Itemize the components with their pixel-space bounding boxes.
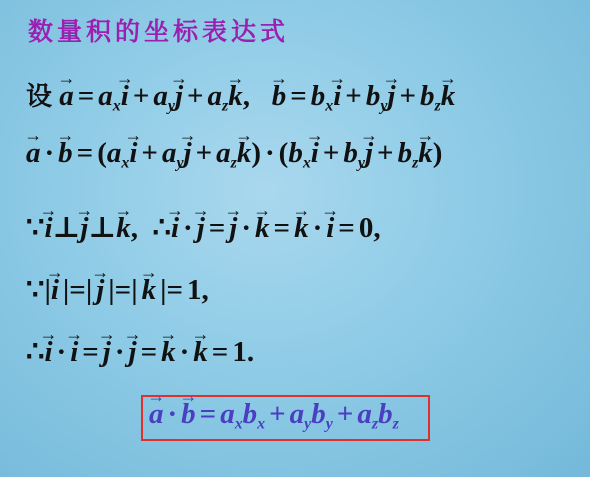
self-dot-line: ∴→ i ·→ i =→ j ·→ j =→ k ·→ k = 1. (26, 334, 254, 369)
vector-definitions: 设 → $a = a_x\to i + a_y\to j + a_z\to k$, → $b = b_x\to i + b_y\to j + b_z\to k$ (26, 76, 455, 116)
let-word: 设 (26, 82, 53, 112)
unit-length-line: ∵|→ i |=|→ j |=|→ k |= 1, (26, 272, 209, 307)
therefore-symbol: ∴ (152, 212, 171, 244)
orthogonality-line: ∵→ i⊥→ j⊥→ k, ∴→ i ·→ j =→ j ·→ k =→ k ·→ i = 0, (26, 210, 381, 245)
slide-title: 数量积的坐标表达式 (28, 17, 290, 46)
since-symbol: ∵ (26, 212, 45, 244)
dot-product-expansion: → $a \cdot\to b = (a_x\to i + a_y\to j + a_z\to k) \cdot (b_x\to i + b_y\to j + b_z\to k)$ (26, 137, 442, 173)
result-formula: → $a \cdot\to b = a_xb_x + a_yb_y + a_zb_z$ (149, 398, 399, 434)
